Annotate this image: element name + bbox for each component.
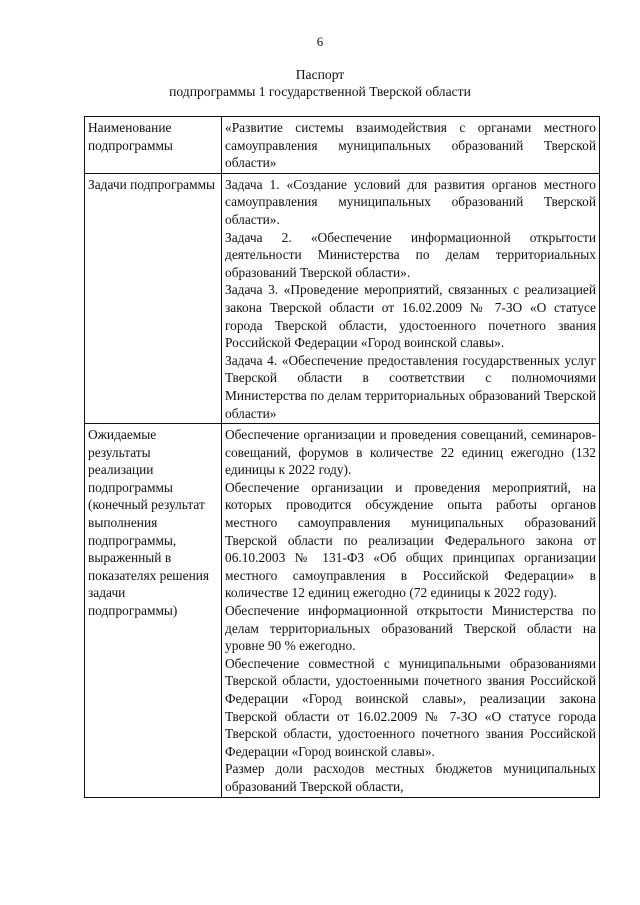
task-1: Задача 1. «Создание условий для развития органов местного самоуправления муниципальных образований Тверской области». (225, 176, 596, 227)
title-line-2: подпрограммы 1 государственной Тверской области (169, 84, 471, 99)
title-line-1: Паспорт (295, 67, 345, 82)
row-name-label: Наименование подпрограммы (85, 117, 222, 174)
row-name-paragraph: «Развитие системы взаимодействия с органами местного самоуправления муниципальных образований Тверской области» (225, 120, 596, 171)
result-3: Обеспечение информационной открытости Министерства по делам территориальных образований Тверской области на уровне 90 % ежегодно. (225, 603, 596, 654)
row-results-label: Ожидаемые результаты реализации подпрограммы (конечный результат выполнения подпрограммы, выраженный в показателях решения задачи подпрограммы) (85, 424, 222, 797)
row-name-content (222, 117, 600, 174)
result-4: Обеспечение совместной с муниципальными образованиями Тверской области, удостоенными почетного звания Российской Федерации «Город воинской славы», реализации закона Тверской области от 16.02.2009 № 7-ЗО «О статусе города Тверской области, удостоенного почетного звания Российской Федерации «Город воинской славы». (225, 655, 596, 759)
task-3: Задача 3. «Проведение мероприятий, связанных с реализацией закона Тверской области от 16.02.2009 № 7-ЗО «О статусе города Тверской области, удостоенного почетного звания Российской Федерации «Город воинской славы». (225, 282, 596, 351)
page-number: 6 (316, 34, 324, 49)
task-4: Задача 4. «Обеспечение предоставления государственных услуг Тверской области в соответствии с полномочиями Министерства по делам территориальных образований Тверской области» (225, 352, 596, 421)
passport-table (84, 116, 600, 798)
document-title (0, 66, 640, 100)
row-tasks-label: Задачи подпрограммы (85, 173, 222, 423)
result-5: Размер доли расходов местных бюджетов муниципальных образований Тверской области, (225, 761, 596, 794)
row-results-content (222, 424, 600, 797)
result-1: Обеспечение организации и проведения совещаний, семинаров-совещаний, форумов в количестве 22 единиц ежегодно (132 единицы к 2022 году). (225, 427, 596, 478)
row-tasks-content (222, 173, 600, 423)
row-tasks (85, 173, 600, 423)
row-name (85, 117, 600, 174)
task-2: Задача 2. «Обеспечение информационной открытости деятельности Министерства по делам территориальных образований Тверской области». (225, 229, 596, 280)
row-results (85, 424, 600, 797)
result-2: Обеспечение организации и проведения мероприятий, на которых проводится обсуждение опыта работы органов местного самоуправления муниципальных образований Тверской области по реализации Федерального закона от 06.10.2003 № 131-ФЗ «Об общих принципах организации местного самоуправления в Российской Федерации» в количестве 12 единиц ежегодно (72 единицы к 2022 году). (225, 479, 596, 601)
